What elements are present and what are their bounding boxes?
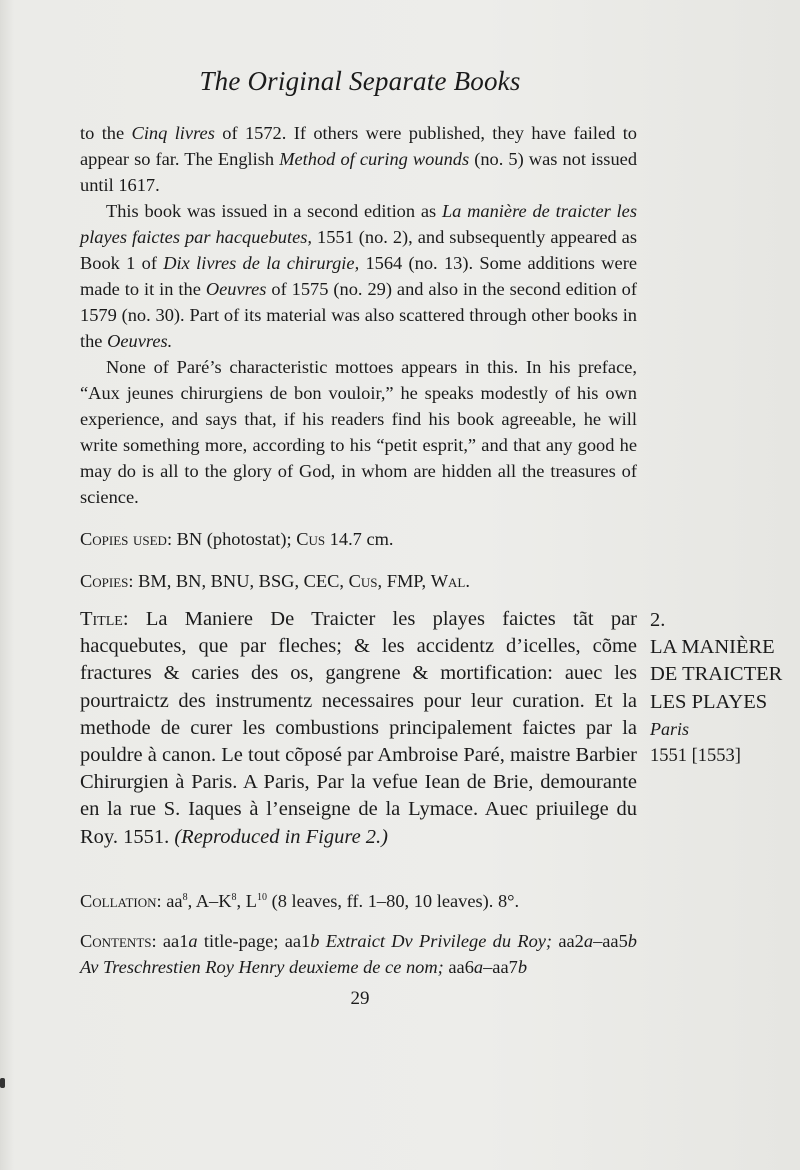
collation-contents-block	[80, 885, 637, 980]
superscript-run: 10	[256, 892, 267, 903]
margin-title-line-1: LA MANIÈRE	[650, 636, 775, 659]
margin-title-line-3: LES PLAYES	[650, 690, 768, 713]
small-caps-run: Copies	[80, 571, 129, 591]
margin-title-line-2: DE TRAICTER	[650, 663, 783, 686]
small-caps-run: Wal	[430, 571, 466, 591]
margin-note	[650, 607, 800, 770]
italic-run: Oeuvres.	[107, 331, 173, 351]
margin-dates: 1551 [1553]	[650, 746, 741, 767]
title-entry: Title: La Maniere De Traicter les playes faictes tãt par hacquebutes, que par fleches; & les accidentz d’icelles, cõme fractures & caries des os, gangrene & mortification: auec les pourtraictz des instrumentz necessaires pour leur curation. Et la methode de curer les combustions principalement faictes par la pouldre à canon. Le tout cõposé par Ambroise Paré, maistre Barbier Chirurgien à Paris. A Paris, Par la vefue Iean de Brie, demourante en la rue S. Iaques à l’enseigne de la Lymace. Auec priuilege du Roy. 1551. (Reproduced in Figure 2.)	[80, 608, 637, 848]
italic-run: (Reproduced in Figure 2.)	[174, 825, 389, 848]
italic-run: a	[188, 931, 198, 952]
italic-run: Method of curing wounds	[279, 149, 470, 169]
italic-run: b Av Treschrestien Roy Henry deuxieme de ce nom;	[80, 931, 637, 978]
small-caps-run: Cus	[348, 571, 378, 591]
italic-run: Dix livres de la chirurgie,	[163, 253, 360, 273]
italic-run: b	[517, 957, 528, 978]
small-caps-run: Title	[80, 608, 123, 630]
italic-run: a	[473, 957, 484, 978]
body-text	[80, 120, 637, 594]
margin-entry-number: 2.	[650, 609, 666, 631]
italic-run: La manière de traicter les playes faictes par hacquebutes,	[80, 201, 637, 247]
superscript-run: 8	[231, 892, 237, 903]
paragraph-3: None of Paré’s characteristic mottoes appears in this. In his preface, “Aux jeunes chirurgiens de bon vouloir,” he speaks modestly of his own experience, and says that, if his readers find his book agreeable, he will write something more, according to his “petit esprit,” and that any good he may do is all to the glory of God, in whom are hidden all the treasures of science.	[80, 357, 637, 507]
copies-line: Copies: BM, BN, BNU, BSG, CEC, Cus, FMP, Wal.	[80, 571, 470, 591]
small-caps-run: Contents	[80, 931, 152, 952]
paragraph-1: to the Cinq livres of 1572. If others were published, they have failed to appear so far. The English Method of curing wounds (no. 5) was not issued until 1617.	[80, 123, 638, 195]
title-entry-block	[80, 606, 637, 851]
scan-speck	[0, 1078, 5, 1088]
italic-run: a	[583, 931, 594, 952]
italic-run: b Extraict Dv Privilege du Roy;	[310, 931, 553, 952]
small-caps-run: Cus	[296, 529, 326, 549]
superscript-run: 8	[182, 892, 188, 903]
running-title: The Original Separate Books	[199, 66, 521, 96]
italic-run: Cinq livres	[131, 123, 215, 143]
small-caps-run: Collation	[80, 891, 157, 912]
paragraph-2: This book was issued in a second edition as La manière de traicter les playes faictes par hacquebutes, 1551 (no. 2), and subsequently appeared as Book 1 of Dix livres de la chirurgie, 1564 (no. 13). Some additions were made to it in the Oeuvres of 1575 (no. 29) and also in the second edition of 1579 (no. 30). Part of its material was also scattered through other books in the Oeuvres.	[80, 201, 637, 351]
collation-line: Collation: $aa^8$, $A-K^8$, $L^{10}$ (8 leaves, ff. 1–80, 10 leaves). 8°.	[80, 891, 520, 912]
small-caps-run: Copies used	[80, 529, 167, 549]
page-number: 29	[350, 988, 370, 1009]
margin-place: Paris	[650, 718, 690, 739]
copies-used-line: Copies used: BN (photostat); Cus 14.7 cm.	[80, 529, 394, 549]
italic-run: Oeuvres	[205, 279, 267, 299]
contents-line: Contents: aa1a title-page; aa1b Extraict Dv Privilege du Roy; aa2a–aa5b Av Treschrestien Roy Henry deuxieme de ce nom; aa6a–aa7b	[80, 931, 637, 978]
